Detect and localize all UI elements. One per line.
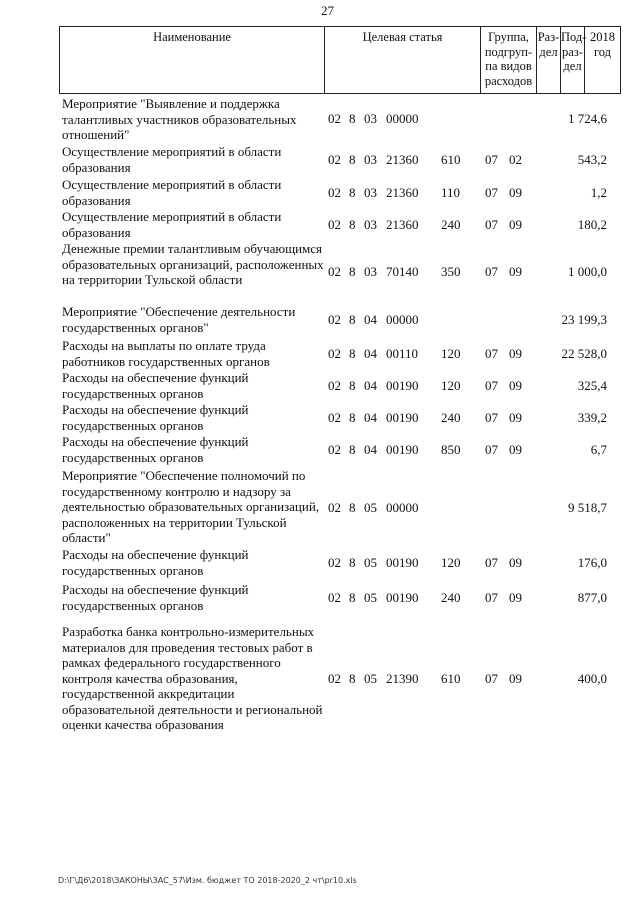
row-subprogram: 8 bbox=[349, 500, 356, 515]
row-subprogram: 8 bbox=[349, 217, 356, 232]
row-group: 240 bbox=[441, 217, 461, 232]
row-name: Мероприятие "Выявление и поддержка талантливых участников образовательных отношений" bbox=[62, 96, 297, 142]
row-amount: 23 199,3 bbox=[561, 312, 607, 327]
row-measure: 04 bbox=[364, 312, 377, 327]
row-subprogram: 8 bbox=[349, 671, 356, 686]
row-program: 02 bbox=[328, 111, 341, 126]
table-header bbox=[59, 26, 621, 94]
row-measure: 05 bbox=[364, 590, 377, 605]
row-group: 350 bbox=[441, 264, 461, 279]
row-direction: 00000 bbox=[386, 111, 419, 126]
row-group: 120 bbox=[441, 346, 461, 361]
row-razdel: 07 bbox=[485, 410, 498, 425]
row-razdel: 07 bbox=[485, 590, 498, 605]
row-name: Расходы на обеспечение функций государственных органов bbox=[62, 582, 249, 613]
row-group: 120 bbox=[441, 555, 461, 570]
row-group: 610 bbox=[441, 671, 461, 686]
row-direction: 00000 bbox=[386, 312, 419, 327]
row-direction: 21360 bbox=[386, 217, 419, 232]
row-podrazdel: 09 bbox=[509, 671, 522, 686]
row-program: 02 bbox=[328, 217, 341, 232]
row-group: 240 bbox=[441, 590, 461, 605]
row-measure: 04 bbox=[364, 346, 377, 361]
row-program: 02 bbox=[328, 264, 341, 279]
row-measure: 03 bbox=[364, 152, 377, 167]
row-group: 120 bbox=[441, 378, 461, 393]
row-razdel: 07 bbox=[485, 185, 498, 200]
row-amount: 9 518,7 bbox=[568, 500, 607, 515]
row-amount: 1,2 bbox=[590, 185, 607, 200]
header-amount: 2018 год bbox=[590, 30, 615, 59]
row-amount: 180,2 bbox=[577, 217, 607, 232]
row-direction: 00190 bbox=[386, 410, 419, 425]
row-razdel: 07 bbox=[485, 152, 498, 167]
row-subprogram: 8 bbox=[349, 152, 356, 167]
row-name: Расходы на обеспечение функций государственных органов bbox=[62, 547, 249, 578]
row-name: Разработка банка контрольно-измерительных материалов для проведения тестовых работ в рамках федерального государственного контроля качества образования, государственной аккредитации образовательной деятельности и региональной оценки качества образования bbox=[62, 624, 323, 732]
header-podrazdel: Под- раз- дел bbox=[561, 27, 585, 93]
row-amount: 6,7 bbox=[590, 442, 607, 457]
row-name: Расходы на выплаты по оплате труда работников государственных органов bbox=[62, 338, 270, 369]
row-podrazdel: 09 bbox=[509, 217, 522, 232]
row-name: Мероприятие "Обеспечение полномочий по государственному контролю и надзору за деятельностью образовательных организаций, расположенных на территории Тульской области" bbox=[62, 468, 320, 545]
row-direction: 21360 bbox=[386, 185, 419, 200]
row-razdel: 07 bbox=[485, 378, 498, 393]
row-program: 02 bbox=[328, 410, 341, 425]
row-razdel: 07 bbox=[485, 217, 498, 232]
row-name: Расходы на обеспечение функций государственных органов bbox=[62, 402, 249, 433]
row-group: 240 bbox=[441, 410, 461, 425]
row-direction: 00190 bbox=[386, 442, 419, 457]
row-measure: 03 bbox=[364, 111, 377, 126]
row-podrazdel: 09 bbox=[509, 410, 522, 425]
row-measure: 04 bbox=[364, 442, 377, 457]
row-group: 610 bbox=[441, 152, 461, 167]
row-amount: 1 000,0 bbox=[568, 264, 607, 279]
row-name: Осуществление мероприятий в области образования bbox=[62, 144, 282, 175]
row-program: 02 bbox=[328, 312, 341, 327]
row-direction: 21360 bbox=[386, 152, 419, 167]
row-direction: 00190 bbox=[386, 378, 419, 393]
file-path: D:\Г\Д6\2018\ЗАКОНЫ\ЗАС_57\Изм. бюджет ТО 2018-2020_2 чт\pr10.xls bbox=[58, 876, 357, 885]
row-program: 02 bbox=[328, 500, 341, 515]
row-podrazdel: 09 bbox=[509, 378, 522, 393]
row-amount: 176,0 bbox=[577, 555, 607, 570]
row-measure: 05 bbox=[364, 671, 377, 686]
row-measure: 03 bbox=[364, 185, 377, 200]
row-razdel: 07 bbox=[485, 346, 498, 361]
header-code: Целевая статья bbox=[325, 27, 481, 93]
header-name: Наименование bbox=[60, 27, 325, 93]
row-amount: 543,2 bbox=[577, 152, 607, 167]
row-subprogram: 8 bbox=[349, 555, 356, 570]
row-subprogram: 8 bbox=[349, 378, 356, 393]
page-number: 27 bbox=[321, 3, 334, 18]
row-measure: 04 bbox=[364, 410, 377, 425]
row-program: 02 bbox=[328, 590, 341, 605]
row-podrazdel: 09 bbox=[509, 590, 522, 605]
row-program: 02 bbox=[328, 185, 341, 200]
row-razdel: 07 bbox=[485, 442, 498, 457]
row-podrazdel: 09 bbox=[509, 555, 522, 570]
row-amount: 325,4 bbox=[577, 378, 607, 393]
row-amount: 1 724,6 bbox=[568, 111, 607, 126]
row-subprogram: 8 bbox=[349, 111, 356, 126]
row-measure: 05 bbox=[364, 555, 377, 570]
row-measure: 05 bbox=[364, 500, 377, 515]
row-amount: 877,0 bbox=[577, 590, 607, 605]
row-razdel: 07 bbox=[485, 671, 498, 686]
row-direction: 00190 bbox=[386, 590, 419, 605]
row-amount: 400,0 bbox=[577, 671, 607, 686]
row-program: 02 bbox=[328, 346, 341, 361]
row-podrazdel: 09 bbox=[509, 346, 522, 361]
row-measure: 03 bbox=[364, 217, 377, 232]
row-name: Мероприятие "Обеспечение деятельности государственных органов" bbox=[62, 304, 296, 335]
row-name: Денежные премии талантливым обучающимся образовательных организаций, расположенных на территории Тульской области bbox=[62, 241, 324, 287]
row-subprogram: 8 bbox=[349, 442, 356, 457]
row-direction: 00190 bbox=[386, 555, 419, 570]
row-subprogram: 8 bbox=[349, 185, 356, 200]
row-subprogram: 8 bbox=[349, 346, 356, 361]
row-group: 850 bbox=[441, 442, 461, 457]
row-subprogram: 8 bbox=[349, 264, 356, 279]
row-program: 02 bbox=[328, 152, 341, 167]
row-razdel: 07 bbox=[485, 555, 498, 570]
row-direction: 00110 bbox=[386, 346, 419, 361]
row-program: 02 bbox=[328, 671, 341, 686]
header-group: Группа, подгруп- па видов расходов bbox=[481, 27, 537, 93]
row-subprogram: 8 bbox=[349, 312, 356, 327]
row-subprogram: 8 bbox=[349, 590, 356, 605]
row-measure: 04 bbox=[364, 378, 377, 393]
header-razdel: Раз- дел bbox=[537, 27, 561, 93]
row-name: Осуществление мероприятий в области образования bbox=[62, 209, 282, 240]
row-program: 02 bbox=[328, 555, 341, 570]
row-podrazdel: 09 bbox=[509, 185, 522, 200]
row-direction: 70140 bbox=[386, 264, 419, 279]
row-program: 02 bbox=[328, 442, 341, 457]
row-razdel: 07 bbox=[485, 264, 498, 279]
row-name: Расходы на обеспечение функций государственных органов bbox=[62, 434, 249, 465]
row-name: Осуществление мероприятий в области образования bbox=[62, 177, 282, 208]
row-measure: 03 bbox=[364, 264, 377, 279]
row-subprogram: 8 bbox=[349, 410, 356, 425]
row-amount: 22 528,0 bbox=[561, 346, 607, 361]
row-podrazdel: 09 bbox=[509, 442, 522, 457]
row-program: 02 bbox=[328, 378, 341, 393]
row-direction: 00000 bbox=[386, 500, 419, 515]
row-amount: 339,2 bbox=[577, 410, 607, 425]
row-direction: 21390 bbox=[386, 671, 419, 686]
row-group: 110 bbox=[441, 185, 461, 200]
row-name: Расходы на обеспечение функций государственных органов bbox=[62, 370, 249, 401]
row-podrazdel: 09 bbox=[509, 264, 522, 279]
row-podrazdel: 02 bbox=[509, 152, 522, 167]
